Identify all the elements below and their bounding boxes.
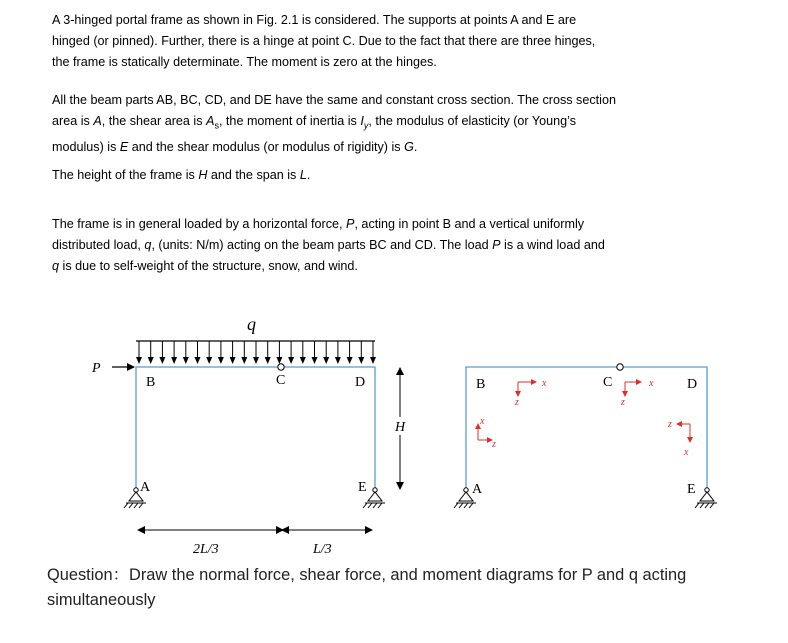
- axis-x-de: x: [684, 447, 689, 458]
- hinge-c-right: [617, 364, 623, 370]
- axis-z-bc: z: [515, 397, 519, 408]
- load-arrow-head: [159, 357, 165, 364]
- load-arrow-head: [370, 357, 376, 364]
- portal-frame-figure: [0, 300, 788, 560]
- load-arrow-head: [253, 357, 259, 364]
- span-right-label: L/3: [313, 542, 332, 557]
- loading-line-3: q is due to self-weight of the structure, snow, and wind.: [52, 259, 358, 273]
- axis-z-ab: z: [492, 439, 496, 450]
- cross-section-line-2: area is A, the shear area is $A_s$, the moment of inertia is $I_y$, the modulus of elasticity (or Young’s: [52, 114, 577, 131]
- intro-line-2: hinged (or pinned). Further, there is a hinge at point C. Due to the fact that there are three hinges,: [52, 34, 596, 48]
- axis-x-bc: x: [542, 378, 547, 389]
- node-d-label-right: D: [687, 377, 698, 392]
- cross-section-line-1: All the beam parts AB, BC, CD, and DE have the same and constant cross section. The cross section: [52, 93, 616, 107]
- axis-z-cd: z: [621, 397, 625, 408]
- question-line-1: Question：Draw the normal force, shear force, and moment diagrams for P and q acting: [47, 566, 687, 584]
- axis-x-cd: x: [649, 378, 654, 389]
- load-arrow-head: [288, 357, 294, 364]
- load-arrow-head: [171, 357, 177, 364]
- node-e-label-right: E: [687, 482, 696, 497]
- intro-paragraph: [52, 10, 672, 73]
- question-line-2: simultaneously: [47, 591, 156, 609]
- frame-members: [136, 367, 375, 490]
- axis-z-de: z: [668, 419, 672, 430]
- question-text: [47, 563, 757, 613]
- loading-paragraph: [52, 214, 672, 277]
- node-c-label: C: [276, 373, 286, 388]
- support-e-right-icon: [695, 488, 717, 508]
- load-arrow-head: [230, 357, 236, 364]
- axes-bc-icon: [518, 382, 536, 396]
- load-arrow-head: [300, 357, 306, 364]
- node-a-label: A: [140, 480, 151, 495]
- dimensions-paragraph: [52, 165, 672, 186]
- distributed-load-q: [136, 341, 376, 364]
- node-b-label-right: B: [476, 377, 486, 392]
- load-arrow-head: [218, 357, 224, 364]
- load-arrow-head: [312, 357, 318, 364]
- loading-line-1: The frame is in general loaded by a horizontal force, P, acting in point B and a vertical uniformly: [52, 217, 585, 231]
- load-arrow-head: [136, 357, 142, 364]
- span-left-label: 2L/3: [193, 542, 219, 557]
- load-arrow-head: [347, 357, 353, 364]
- load-arrow-head: [195, 357, 201, 364]
- axes-cd-icon: [625, 382, 641, 396]
- axes-de-icon: [677, 424, 690, 442]
- coordinate-frame: [454, 364, 717, 508]
- cross-section-paragraph: [52, 90, 672, 158]
- node-b-label: B: [146, 375, 156, 390]
- load-arrow-head: [358, 357, 364, 364]
- intro-line-3: the frame is statically determinate. The moment is zero at the hinges.: [52, 55, 437, 69]
- load-arrow-head: [183, 357, 189, 364]
- axis-x-ab: x: [480, 416, 485, 427]
- load-arrow-head: [148, 357, 154, 364]
- node-c-label-right: C: [603, 375, 613, 390]
- load-arrow-head: [265, 357, 271, 364]
- node-e-label: E: [358, 480, 367, 495]
- height-label: H: [395, 420, 406, 435]
- cross-section-line-3: modulus) is E and the shear modulus (or modulus of rigidity) is G.: [52, 139, 418, 154]
- hinge-c: [278, 364, 284, 370]
- load-q-label: q: [247, 314, 256, 334]
- load-arrow-head: [335, 357, 341, 364]
- load-arrow-head: [206, 357, 212, 364]
- loading-line-2: distributed load, q, (units: N/m) acting on the beam parts BC and CD. The load P is a wind load and: [52, 238, 605, 252]
- node-a-label-right: A: [472, 482, 483, 497]
- load-arrow-head: [241, 357, 247, 364]
- intro-line-1: A 3-hinged portal frame as shown in Fig. 2.1 is considered. The supports at points A and E are: [52, 13, 577, 27]
- load-arrow-head: [323, 357, 329, 364]
- load-arrow-head: [276, 357, 282, 364]
- node-d-label: D: [355, 375, 366, 390]
- loaded-frame: [91, 314, 407, 557]
- force-p-label: P: [92, 361, 101, 376]
- dimensions-line: The height of the frame is H and the span is L.: [52, 168, 311, 182]
